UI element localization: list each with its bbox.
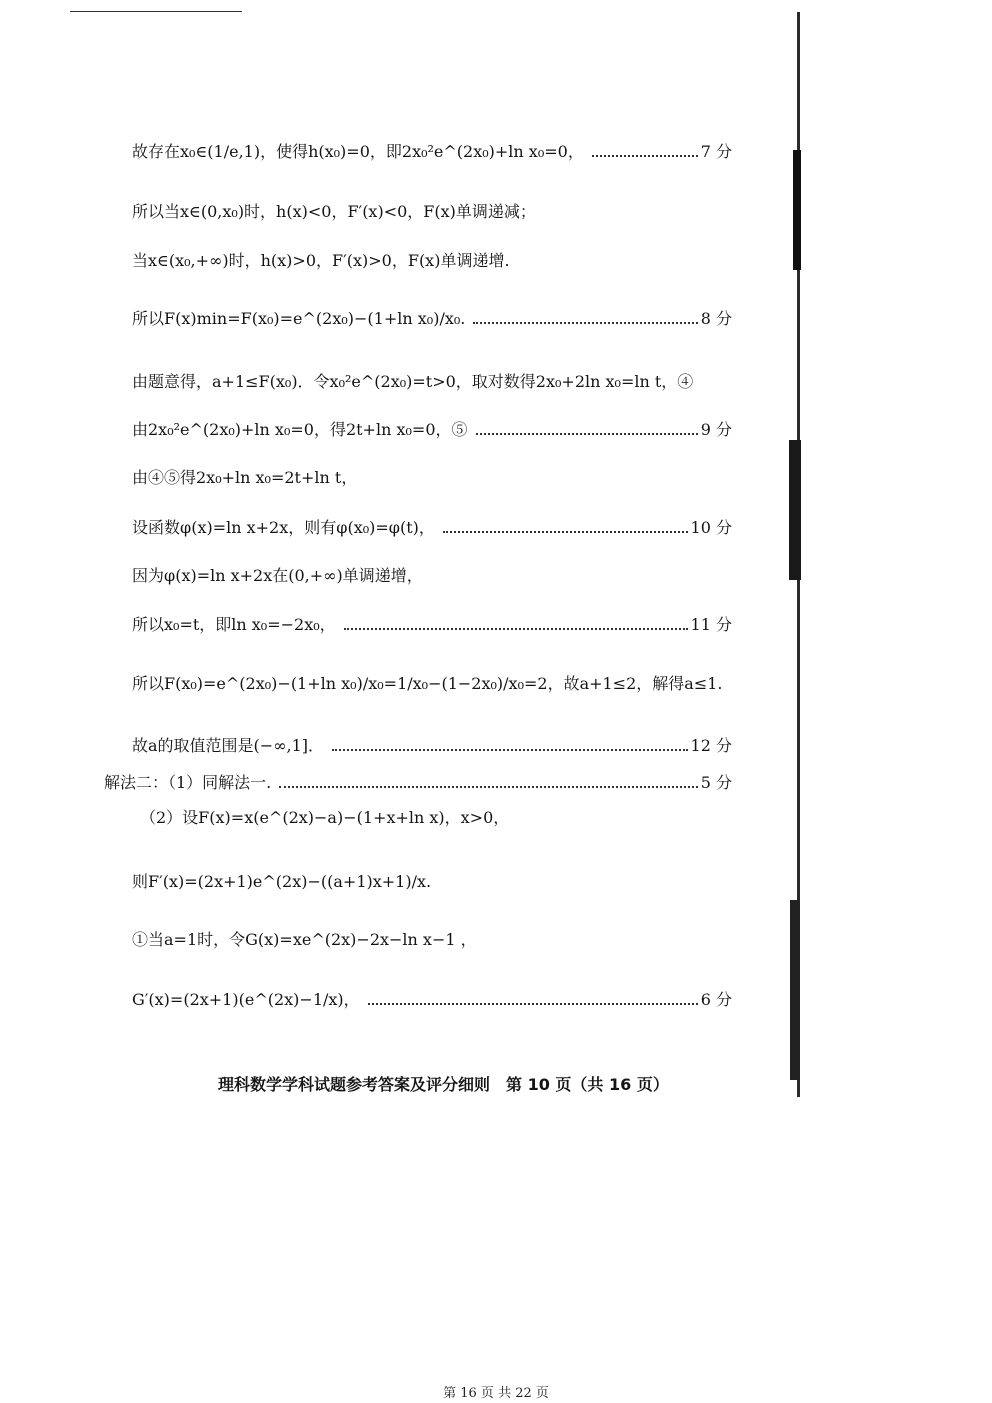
page-number: 第 16 页 共 22 页 bbox=[443, 1386, 549, 1401]
page-footer: 理科数学学科试题参考答案及评分细则 第 10 页（共 16 页） bbox=[218, 1075, 669, 1094]
dotted-leader bbox=[473, 322, 697, 324]
score-label: 11 分 bbox=[690, 615, 732, 634]
solution-line: 由2x₀²e^(2x₀)+ln x₀=0，得2t+ln x₀=0，⑤ 9 分 bbox=[132, 420, 732, 439]
score-label: 9 分 bbox=[700, 420, 732, 439]
solution-line: 故存在x₀∈(1/e,1)，使得h(x₀)=0，即2x₀²e^(2x₀)+ln x₀=0， 7 分 bbox=[132, 142, 732, 161]
dotted-leader bbox=[279, 786, 697, 788]
dotted-leader bbox=[368, 1003, 698, 1005]
solution-line: 由④⑤得2x₀+ln x₀=2t+ln t， bbox=[132, 468, 358, 487]
score-label: 6 分 bbox=[700, 990, 732, 1009]
dotted-leader bbox=[332, 749, 688, 751]
solution-line: ①当a=1时，令G(x)=xe^(2x)−2x−ln x−1 ， bbox=[132, 930, 477, 949]
solution-line: 则F′(x)=(2x+1)e^(2x)−((a+1)x+1)/x. bbox=[132, 872, 432, 891]
top-rule bbox=[70, 11, 242, 12]
score-label: 12 分 bbox=[690, 736, 732, 755]
scan-edge-mark bbox=[793, 150, 801, 270]
dotted-leader bbox=[443, 531, 688, 533]
solution-line: 所以F(x)min=F(x₀)=e^(2x₀)−(1+ln x₀)/x₀. 8 分 bbox=[132, 309, 732, 328]
score-label: 8 分 bbox=[700, 309, 732, 328]
dotted-leader bbox=[592, 155, 698, 157]
dotted-leader bbox=[476, 433, 698, 435]
solution-line: 所以F(x₀)=e^(2x₀)−(1+ln x₀)/x₀=1/x₀−(1−2x₀)/x₀=2，故a+1≤2，解得a≤1. bbox=[132, 674, 723, 693]
solution-line: G′(x)=(2x+1)(e^(2x)−1/x)， 6 分 bbox=[132, 990, 732, 1009]
solution-line: 设函数φ(x)=ln x+2x，则有φ(x₀)=φ(t)， 10 分 bbox=[132, 518, 732, 537]
solution-line: 所以x₀=t，即ln x₀=−2x₀， 11 分 bbox=[132, 615, 732, 634]
scan-edge-mark bbox=[789, 440, 801, 580]
solution-line: 故a的取值范围是(−∞,1]． 12 分 bbox=[132, 736, 732, 755]
scan-edge-mark bbox=[790, 900, 800, 1080]
solution-line: 解法二：（1）同解法一. 5 分 bbox=[104, 773, 732, 792]
solution-line: （2）设F(x)=x(e^(2x)−a)−(1+x+ln x)，x>0， bbox=[140, 808, 510, 827]
solution-line: 所以当x∈(0,x₀)时，h(x)<0，F′(x)<0，F(x)单调递减； bbox=[132, 202, 536, 221]
score-label: 7 分 bbox=[700, 142, 732, 161]
score-label: 5 分 bbox=[700, 773, 732, 792]
solution-line: 当x∈(x₀,+∞)时，h(x)>0，F′(x)>0，F(x)单调递增. bbox=[132, 251, 510, 270]
score-label: 10 分 bbox=[690, 518, 732, 537]
solution-line: 由题意得，a+1≤F(x₀)．令x₀²e^(2x₀)=t>0，取对数得2x₀+2ln x₀=ln t，④ bbox=[132, 372, 694, 391]
dotted-leader bbox=[344, 628, 688, 630]
solution-line: 因为φ(x)=ln x+2x在(0,+∞)单调递增， bbox=[132, 566, 423, 585]
